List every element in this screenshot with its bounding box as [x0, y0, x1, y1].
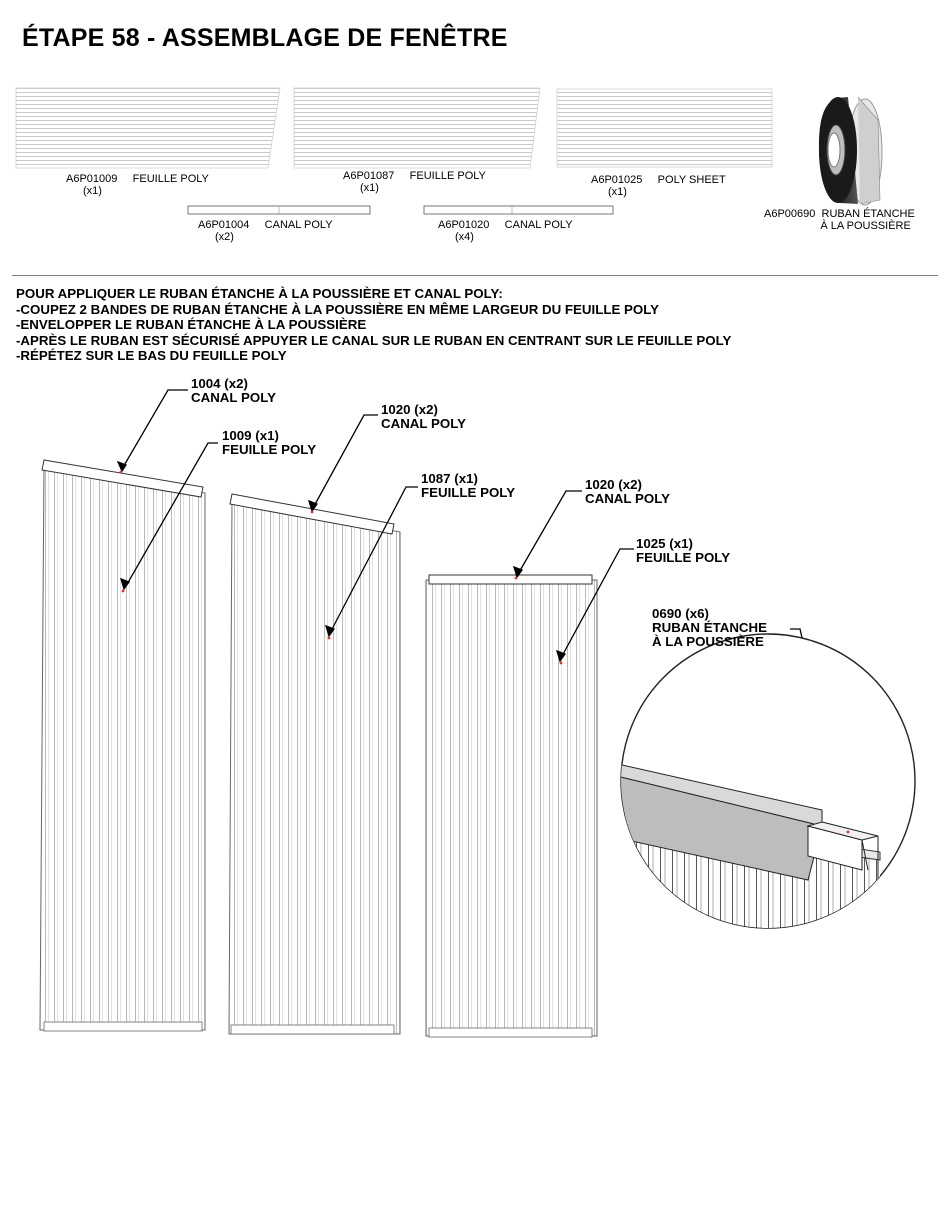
callout-1087	[421, 472, 515, 500]
callout-name: CANAL POLY	[381, 416, 466, 431]
part-sheet-1025-image	[557, 89, 772, 167]
callout-code: 1020 (x2)	[585, 477, 642, 492]
part-label-1087	[343, 170, 486, 194]
part-code: A6P00690	[764, 208, 816, 220]
instruction-line: -APRÈS LE RUBAN EST SÉCURISÉ APPUYER LE CANAL SUR LE RUBAN EN CENTRANT SUR LE FEUILLE POLY	[16, 332, 732, 348]
instruction-line: -ENVELOPPER LE RUBAN ÉTANCHE À LA POUSSIÈRE	[16, 317, 367, 333]
part-channel-1004-image	[188, 206, 370, 214]
part-label-1009	[66, 173, 209, 197]
callout-name: FEUILLE POLY	[636, 550, 731, 565]
part-label-1020	[438, 219, 573, 243]
callout-code: 1009 (x1)	[222, 428, 279, 443]
part-label-1004	[198, 219, 333, 243]
callout-name: CANAL POLY	[585, 491, 670, 506]
instructions-block	[16, 286, 731, 364]
part-name-line2: À LA POUSSIÈRE	[820, 220, 911, 232]
callout-0690	[652, 607, 767, 649]
panel-1009-drawing	[40, 460, 205, 1031]
part-qty: (x1)	[608, 186, 627, 198]
part-qty: (x1)	[83, 185, 102, 197]
callout-name-line2: À LA POUSSIÈRE	[652, 634, 764, 649]
callout-code: 1004 (x2)	[191, 376, 248, 391]
part-name: FEUILLE POLY	[409, 170, 486, 182]
part-name: FEUILLE POLY	[132, 173, 209, 185]
step-title: ÉTAPE 58 - ASSEMBLAGE DE FENÊTRE	[22, 24, 508, 52]
part-name: CANAL POLY	[264, 219, 333, 231]
callout-1009	[222, 429, 316, 457]
callout-code: 1087 (x1)	[421, 471, 478, 486]
part-name: POLY SHEET	[657, 174, 726, 186]
section-divider	[12, 275, 938, 276]
callout-name: RUBAN ÉTANCHE	[652, 620, 767, 635]
part-code: A6P01025	[591, 174, 643, 186]
part-sheet-1009-image	[16, 88, 280, 168]
callout-name: CANAL POLY	[191, 390, 276, 405]
callout-name: FEUILLE POLY	[222, 442, 317, 457]
part-qty: (x2)	[215, 231, 234, 243]
callout-1025	[636, 537, 730, 565]
part-qty: (x4)	[455, 231, 474, 243]
callout-1004	[191, 377, 276, 405]
callout-code: 1025 (x1)	[636, 536, 693, 551]
callout-code: 1020 (x2)	[381, 402, 438, 417]
part-qty: (x1)	[360, 182, 379, 194]
part-label-1025	[591, 174, 726, 198]
instruction-heading: POUR APPLIQUER LE RUBAN ÉTANCHE À LA POUSSIÈRE ET CANAL POLY:	[16, 286, 503, 301]
callout-name: FEUILLE POLY	[421, 485, 516, 500]
callout-code: 0690 (x6)	[652, 606, 709, 621]
part-name: RUBAN ÉTANCHE	[821, 208, 915, 220]
instruction-line: -RÉPÉTEZ SUR LE BAS DU FEUILLE POLY	[16, 348, 287, 364]
callout-1020-b	[585, 478, 670, 506]
part-code: A6P01087	[343, 170, 395, 182]
part-channel-1020-image	[424, 206, 613, 214]
part-label-0690	[764, 208, 915, 232]
instruction-line: -COUPEZ 2 BANDES DE RUBAN ÉTANCHE À LA POUSSIÈRE EN MÊME LARGEUR DU FEUILLE POLY	[16, 301, 659, 317]
part-name: CANAL POLY	[504, 219, 573, 231]
callout-1020-a	[381, 403, 466, 431]
part-code: A6P01020	[438, 219, 490, 231]
panel-1087-drawing	[229, 494, 400, 1034]
part-code: A6P01009	[66, 173, 118, 185]
panel-1025-drawing	[426, 575, 597, 1037]
part-tape-roll-image	[819, 97, 882, 205]
detail-magnifier	[600, 634, 915, 960]
part-code: A6P01004	[198, 219, 250, 231]
part-sheet-1087-image	[294, 88, 540, 168]
